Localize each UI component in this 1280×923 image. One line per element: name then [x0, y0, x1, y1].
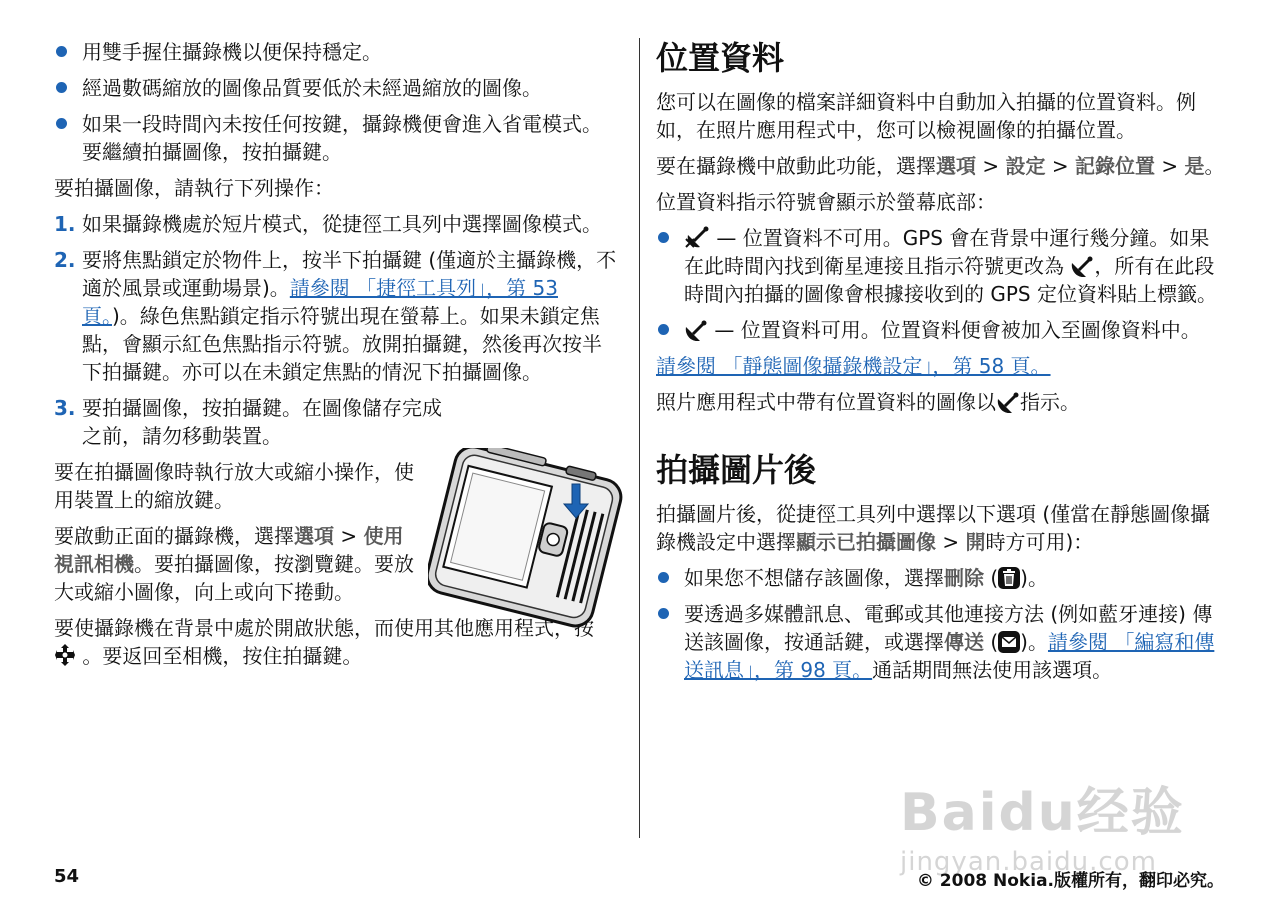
tips-list — [54, 38, 620, 166]
write-send-messages-link[interactable]: 請參閱 「編寫和傳送訊息」，第 98 頁。 — [684, 630, 1215, 682]
watermark-url: jingyan.baidu.com — [900, 847, 1157, 877]
watermark-brand: Baidu经验 — [900, 783, 1185, 843]
list-item: 如果一段時間內未按任何按鍵，攝錄機便會進入省電模式。要繼續拍攝圖像，按拍攝鍵。 — [54, 110, 620, 166]
indicator-intro: 位置資料指示符號會顯示於螢幕底部： — [656, 190, 996, 214]
location-intro: 您可以在圖像的檔案詳細資料中自動加入拍攝的位置資料。例如，在照片應用程式中，您可以檢視圖像的拍攝位置。 — [656, 90, 1196, 142]
after-capture-heading: 拍攝圖片後 — [656, 451, 817, 489]
gps-available-icon — [996, 391, 1020, 413]
phone-illustration — [428, 448, 624, 634]
settings-link-paragraph — [656, 352, 1226, 380]
list-item: — 位置資料不可用。GPS 會在背景中運行幾分鐘。如果在此時間內找到衛星連接且指示符號更改為 ，所有在此段時間內拍攝的圖像會根據接收到的 GPS 定位資料貼上標籤。 — [656, 224, 1226, 308]
photos-indicator-paragraph: 照片應用程式中帶有位置資料的圖像以 指示。 — [656, 390, 1080, 414]
gps-available-icon — [684, 319, 708, 341]
page-number: 54 — [54, 866, 80, 887]
steps-intro: 要拍攝圖像，請執行下列操作： — [54, 176, 334, 200]
list-item: — 位置資料可用。位置資料便會被加入至圖像資料中。 — [656, 316, 1226, 344]
background-paragraph: 要使攝錄機在背景中處於開啟狀態，而使用其他應用程式，按 。要返回至相機，按住拍攝鍵。 — [54, 616, 594, 668]
step-3: 3. 要拍攝圖像，按拍攝鍵。在圖像儲存完成之前，請勿移動裝置。 — [54, 396, 442, 448]
baidu-watermark — [900, 770, 1185, 877]
list-item: 經過數碼縮放的圖像品質要低於未經過縮放的圖像。 — [54, 74, 620, 102]
still-camera-settings-link[interactable]: 請參閱 「靜態圖像攝錄機設定」，第 58 頁。 — [656, 354, 1051, 378]
after-capture-list — [656, 564, 1226, 684]
copyright: © 2008 Nokia.版權所有，翻印必究。 — [916, 871, 1224, 891]
send-envelope-icon — [998, 631, 1020, 653]
steps-list — [54, 210, 620, 450]
gps-available-icon — [1070, 255, 1094, 277]
location-enable-paragraph: 要在攝錄機中啟動此功能，選擇選項 > 設定 > 記錄位置 > 是。 — [656, 154, 1225, 178]
right-column — [656, 38, 1226, 692]
indicator-list — [656, 224, 1226, 344]
list-item: 要透過多媒體訊息、電郵或其他連接方法 (例如藍牙連接) 傳送該圖像，按通話鍵，或選擇傳送 ( )。請參閱 「編寫和傳送訊息」，第 98 頁。通話期間無法使用該選項。 — [656, 600, 1226, 684]
column-divider — [639, 38, 640, 838]
trash-icon — [998, 567, 1020, 589]
step-1: 1. 如果攝錄機處於短片模式，從捷徑工具列中選擇圖像模式。 — [54, 212, 602, 236]
front-camera-paragraph: 要啟動正面的攝錄機，選擇選項 > 使用視訊相機。要拍攝圖像，按瀏覽鍵。要放大或縮小圖像，向上或向下捲動。 — [54, 524, 414, 604]
menu-key-icon — [54, 643, 76, 667]
shortcut-toolbar-link[interactable]: 請參閱 「捷徑工具列」，第 53 頁。 — [82, 276, 558, 328]
list-item: 如果您不想儲存該圖像，選擇刪除 ( )。 — [656, 564, 1226, 592]
after-capture-intro: 拍攝圖片後，從捷徑工具列中選擇以下選項 (僅當在靜態圖像攝錄機設定中選擇顯示已拍攝圖像 > 開時方可用)： — [656, 502, 1211, 554]
zoom-paragraph: 要在拍攝圖像時執行放大或縮小操作，使用裝置上的縮放鍵。 — [54, 460, 414, 512]
location-heading: 位置資料 — [656, 39, 785, 77]
step-2: 2. 要將焦點鎖定於物件上，按半下拍攝鍵 (僅適於主攝錄機，不適於風景或運動場景)。請參閱 「捷徑工具列」，第 53 頁。)。綠色焦點鎖定指示符號出現在螢幕上。如果未鎖定焦點，會顯示紅色焦點指示符號。放開拍攝鍵，然後再次按半下拍攝鍵。亦可以在未鎖定焦點的情況下拍攝圖像。 — [54, 248, 617, 384]
gps-unavailable-icon — [684, 225, 710, 249]
list-item: 用雙手握住攝錄機以便保持穩定。 — [54, 38, 620, 66]
